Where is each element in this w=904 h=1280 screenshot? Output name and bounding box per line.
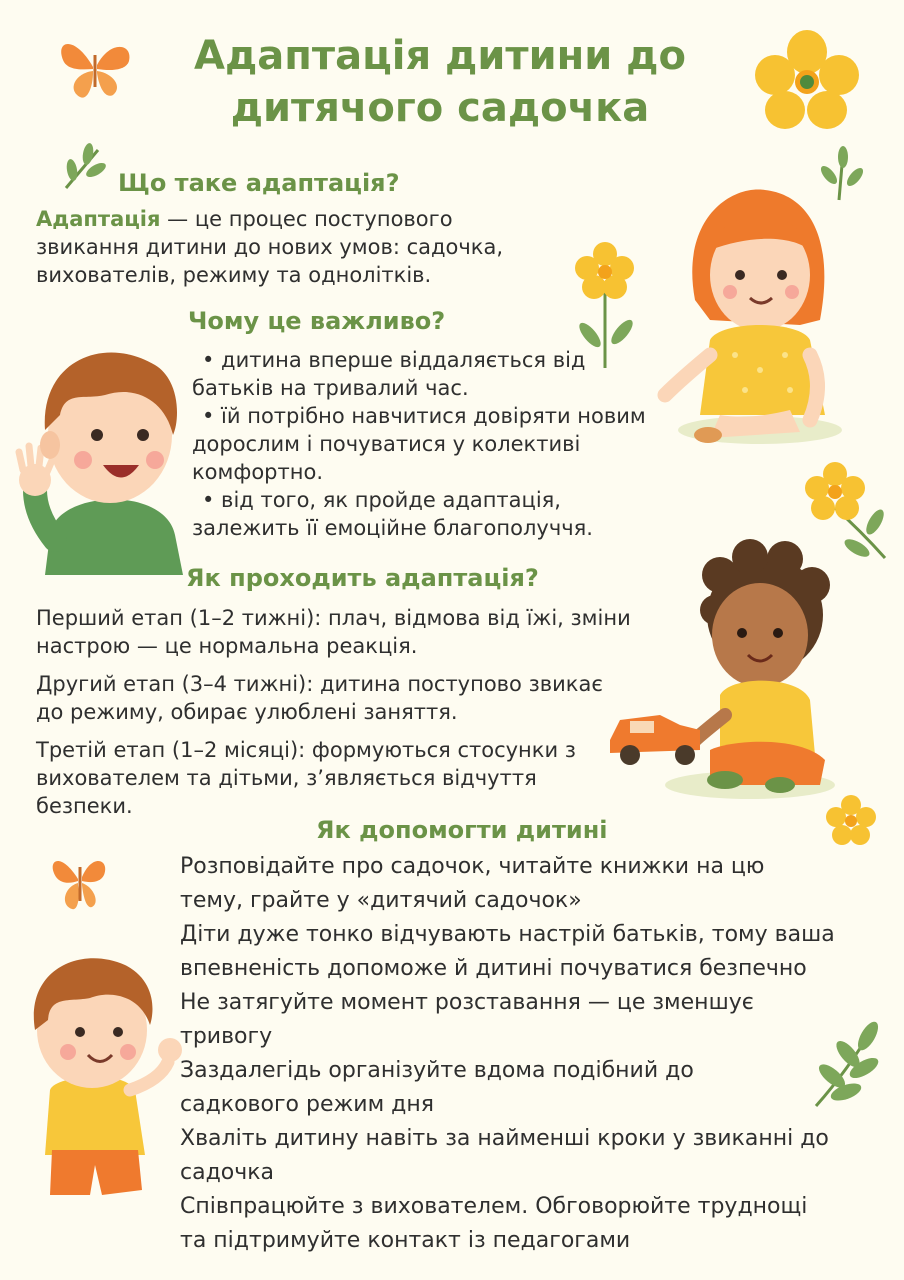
stage-item bbox=[36, 670, 716, 726]
flower-icon bbox=[825, 795, 877, 847]
stage-item bbox=[36, 736, 716, 820]
definition-block bbox=[36, 205, 596, 289]
definition-line: вихователів, режиму та однолітків. bbox=[36, 263, 432, 287]
list-item-line: • дитина вперше віддаляється від bbox=[202, 348, 586, 372]
stage-line: до режиму, обирає улюблені заняття. bbox=[36, 700, 458, 724]
help-line: Не затягуйте момент розставання — це зменшує bbox=[180, 990, 754, 1015]
boy-waving-illustration bbox=[15, 340, 190, 575]
help-line: тривогу bbox=[180, 1024, 273, 1049]
stage-item bbox=[36, 604, 716, 660]
help-line: садочка bbox=[180, 1160, 275, 1185]
help-line: Діти дуже тонко відчувають настрій батьків, тому ваша bbox=[180, 922, 835, 947]
definition-term: Адаптація bbox=[36, 207, 161, 231]
stage-line: настрою — це нормальна реакція. bbox=[36, 634, 418, 658]
flower-icon bbox=[755, 30, 860, 130]
heading-how-adaptation-goes: Як проходить адаптація? bbox=[186, 564, 539, 592]
help-line: впевненість допоможе й дитині почуватися безпечно bbox=[180, 956, 807, 981]
definition-text: — це процес поступового bbox=[160, 207, 453, 231]
butterfly-icon bbox=[55, 35, 135, 105]
help-line: тему, грайте у «дитячий садочок» bbox=[180, 888, 582, 913]
help-line: Заздалегідь організуйте вдома подібний до bbox=[180, 1058, 694, 1083]
stage-line: вихователем та дітьми, з’являється відчуття bbox=[36, 766, 537, 790]
help-line: Співпрацюйте з вихователем. Обговорюйте труднощі bbox=[180, 1194, 808, 1219]
list-item-line: • від того, як пройде адаптація, bbox=[202, 488, 561, 512]
help-line: Розповідайте про садочок, читайте книжки на цю bbox=[180, 854, 765, 879]
stage-line: Третій етап (1–2 місяці): формуються стосунки з bbox=[36, 738, 576, 762]
butterfly-icon bbox=[50, 845, 110, 917]
help-line: та підтримуйте контакт із педагогами bbox=[180, 1228, 631, 1253]
leaf-sprig-icon bbox=[58, 140, 110, 192]
stage-line: безпеки. bbox=[36, 794, 133, 818]
list-item-line: залежить її емоційне благополуччя. bbox=[192, 516, 593, 540]
help-line: Хваліть дитину навіть за найменші кроки у звиканні до bbox=[180, 1126, 829, 1151]
boy-standing-illustration bbox=[10, 950, 190, 1215]
heading-what-is-adaptation: Що таке адаптація? bbox=[118, 169, 400, 197]
list-item bbox=[192, 402, 712, 486]
list-item-line: • їй потрібно навчитися довіряти новим bbox=[202, 404, 646, 428]
heading-why-important: Чому це важливо? bbox=[188, 307, 446, 335]
list-item-line: дорослим і почуватися у колективі bbox=[192, 432, 581, 456]
list-item bbox=[192, 486, 712, 542]
definition-line: звикання дитини до нових умов: садочка, bbox=[36, 235, 504, 259]
heading-how-to-help: Як допомогти дитині bbox=[316, 816, 608, 844]
list-item-line: комфортно. bbox=[192, 460, 323, 484]
stages-list bbox=[36, 604, 716, 820]
help-list bbox=[180, 850, 895, 1258]
list-item-line: батьків на тривалий час. bbox=[192, 376, 469, 400]
definition-line bbox=[36, 205, 596, 233]
stage-line: Другий етап (3–4 тижні): дитина поступово звикає bbox=[36, 672, 603, 696]
list-item bbox=[192, 346, 712, 402]
stage-line: Перший етап (1–2 тижні): плач, відмова від їжі, зміни bbox=[36, 606, 631, 630]
why-list bbox=[192, 346, 712, 542]
help-line: садкового режим дня bbox=[180, 1092, 435, 1117]
page-title: Адаптація дитини до дитячого садочка bbox=[194, 33, 686, 131]
